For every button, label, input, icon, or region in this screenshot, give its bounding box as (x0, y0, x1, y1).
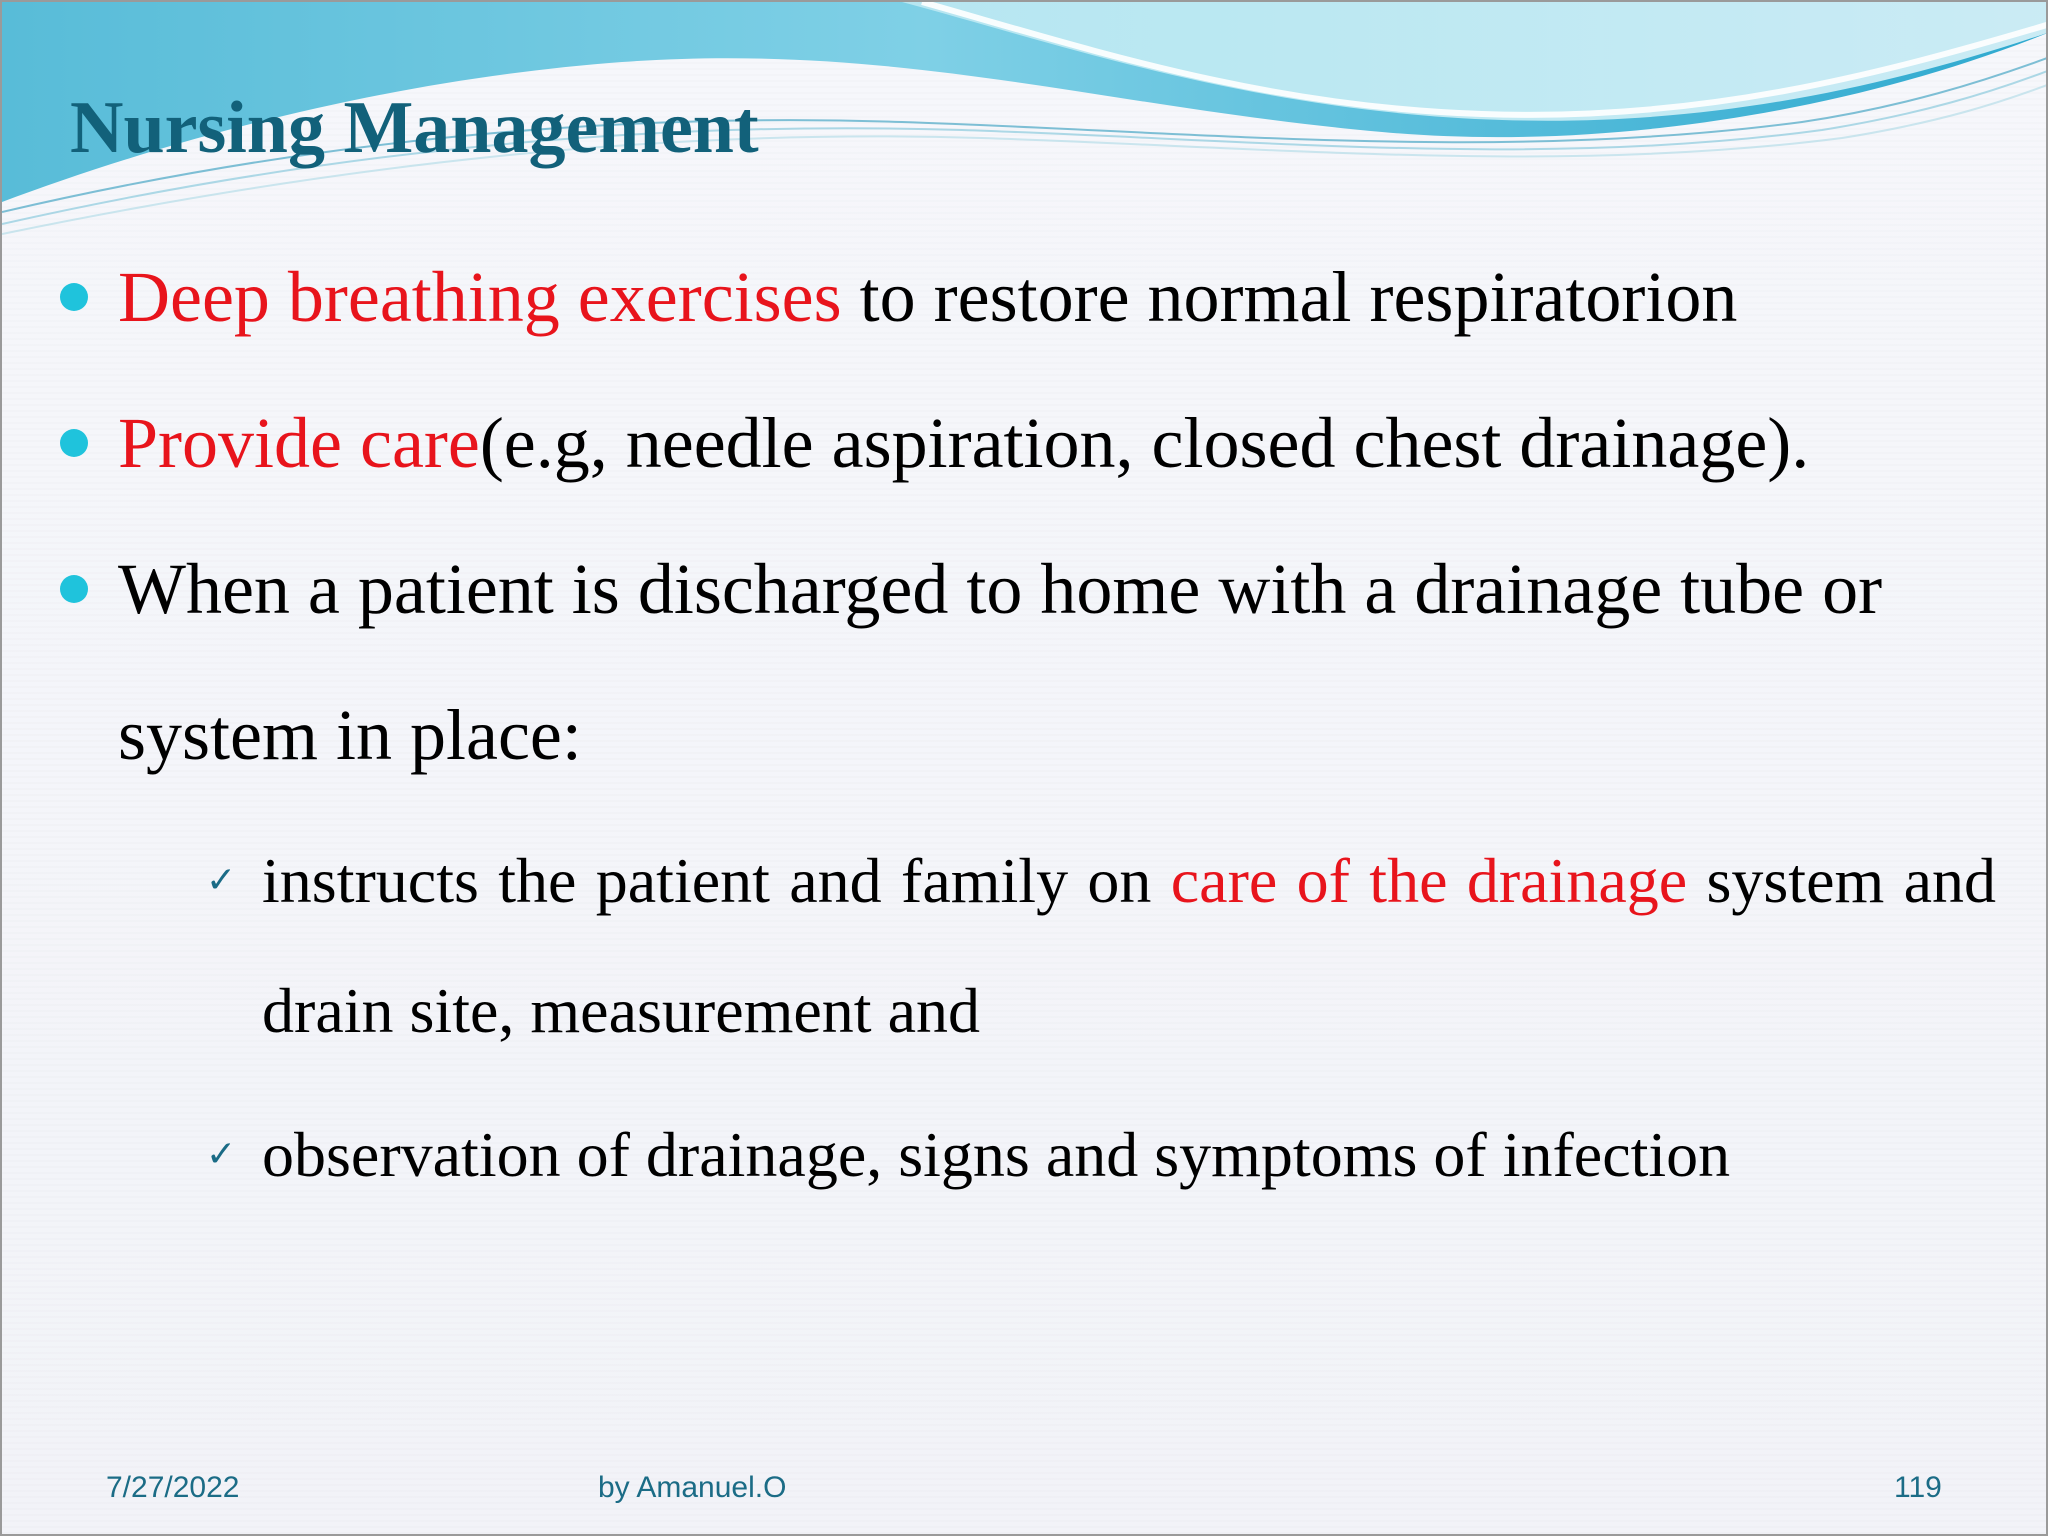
sub-bullet-instructs (206, 816, 1996, 1076)
bullet-text: When a patient is discharged to home with a drainage tube or system in place: (118, 549, 1883, 775)
bullet-highlight: Deep breathing exercises (118, 257, 842, 337)
checkmark-icon: ✓ (206, 860, 237, 901)
bullet-dot-icon (60, 283, 88, 311)
bullet-dot-icon (60, 429, 88, 457)
bullet-text: to restore normal respiratorion (841, 257, 1738, 337)
sub-bullet-text: observation of drainage, signs and symptoms of infection (262, 1119, 1731, 1190)
sub-bullet-text: instructs the patient and family on (262, 845, 1171, 916)
bullet-item-deep-breathing (60, 224, 2000, 370)
footer-page-number: 119 (1894, 1471, 1942, 1504)
bullet-dot-icon (60, 575, 88, 603)
bullet-text: (e.g, needle aspiration, closed chest drainage). (479, 403, 1810, 483)
footer-date: 7/27/2022 (106, 1471, 240, 1504)
sub-bullet-highlight: care of the drainage (1170, 845, 1688, 916)
bullet-highlight: Provide care (118, 403, 480, 483)
checkmark-icon: ✓ (206, 1134, 237, 1175)
slide-title: Nursing Management (70, 87, 759, 169)
bullet-item-provide-care (60, 370, 2000, 516)
sub-bullet-observation (206, 1090, 1996, 1220)
slide-content (60, 224, 2000, 1220)
footer-author: by Amanuel.O (598, 1471, 787, 1504)
bullet-item-discharge (60, 516, 2000, 808)
sub-bullet-text: system and drain site, measurement and (262, 845, 1996, 1046)
